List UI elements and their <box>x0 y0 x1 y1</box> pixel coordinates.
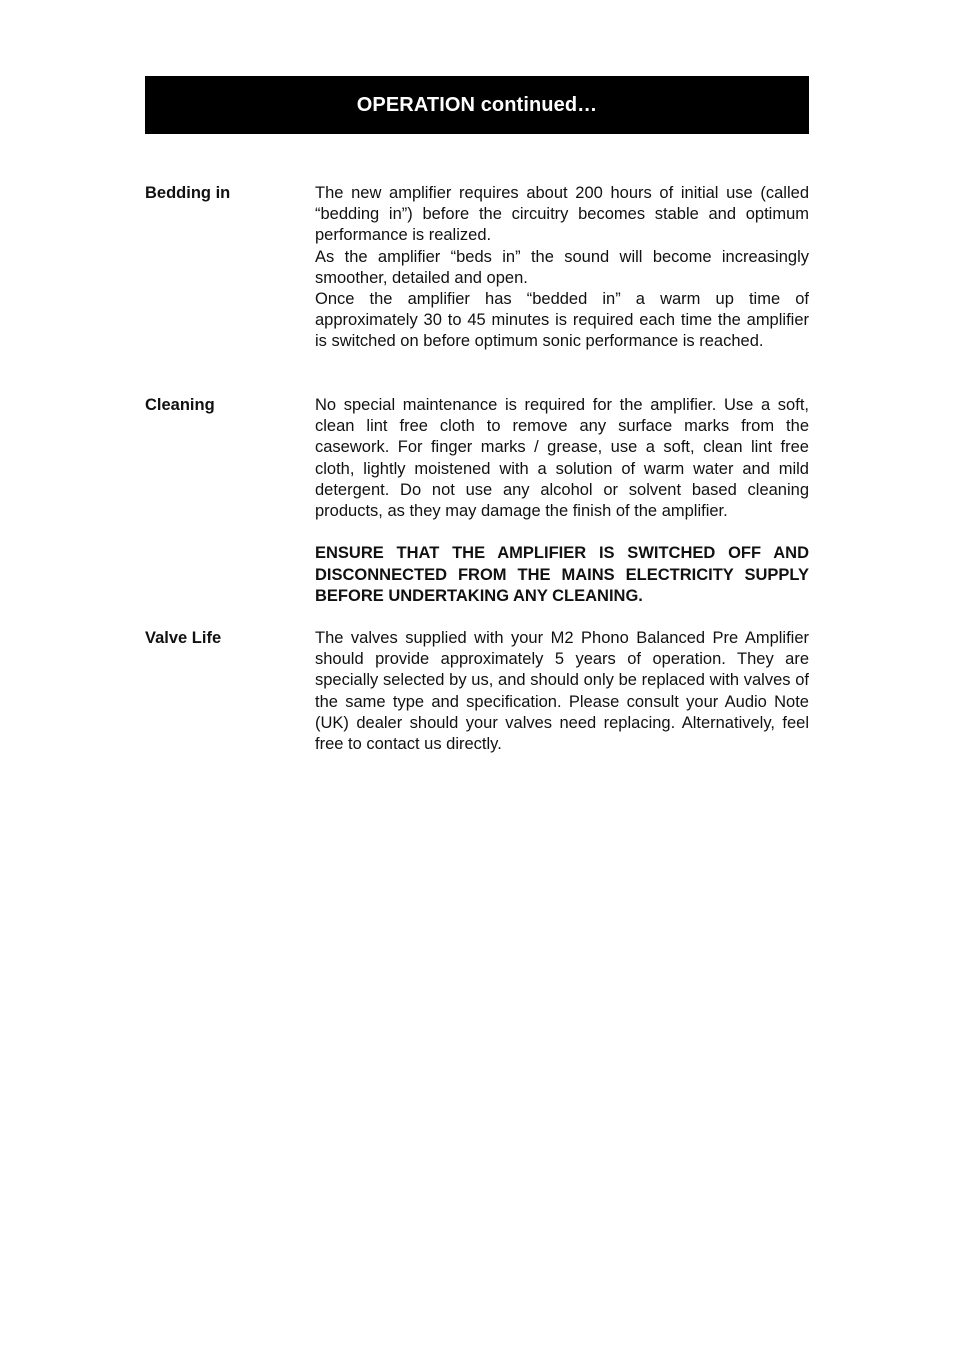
section-body-bedding-in <box>315 183 809 353</box>
section-body-valve-life <box>315 628 809 755</box>
paragraph: Once the amplifier has “bedded in” a warm up time of approximately 30 to 45 minutes is required each time the amplifier is switched on before optimum sonic performance is reached. <box>315 290 809 351</box>
section-label-cleaning: Cleaning <box>145 396 215 414</box>
paragraph: The valves supplied with your M2 Phono Balanced Pre Amplifier should provide approximately 5 years of operation. They are specially selected by us, and should only be replaced with valves of the same type and specification. Please consult your Audio Note (UK) dealer should your valves need replacing. Alternatively, feel free to contact us directly. <box>315 629 809 754</box>
paragraph: The new amplifier requires about 200 hours of initial use (called “bedding in”) before the circuitry becomes stable and optimum performance is realized. <box>315 184 809 245</box>
section-label-valve-life: Valve Life <box>145 629 222 647</box>
page-title: OPERATION continued… <box>356 93 598 116</box>
paragraph: No special maintenance is required for the amplifier. Use a soft, clean lint free cloth to remove any surface marks from the casework. For finger marks / grease, use a soft, clean lint free cloth, lightly moistened with a solution of warm water and mild detergent. Do not use any alcohol or solvent based cleaning products, as they may damage the finish of the amplifier. <box>315 396 809 521</box>
safety-warning: ENSURE THAT THE AMPLIFIER IS SWITCHED OFF AND DISCONNECTED FROM THE MAINS ELECTRICITY SUPPLY BEFORE UNDERTAKING ANY CLEANING. <box>315 544 809 605</box>
section-label-bedding-in: Bedding in <box>145 184 231 202</box>
section-header-bar <box>145 76 809 134</box>
section-body-cleaning <box>315 395 809 607</box>
paragraph: As the amplifier “beds in” the sound will become increasingly smoother, detailed and open. <box>315 247 809 287</box>
